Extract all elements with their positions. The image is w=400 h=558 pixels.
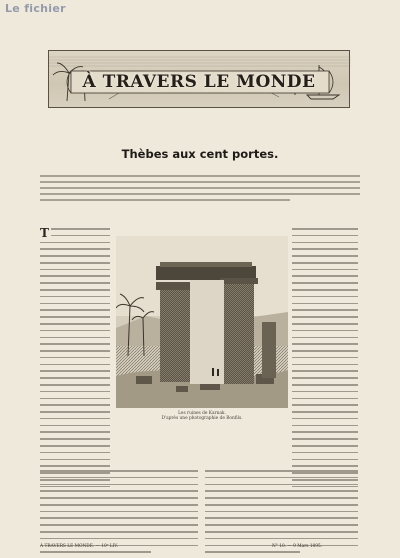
masthead-banner — [48, 50, 350, 108]
article-title: Thèbes aux cent portes. — [121, 147, 279, 161]
caption-credit: D'après une photographie de Bonfils. — [161, 416, 243, 421]
karnak-ruins-photo — [116, 236, 288, 408]
body-column-right — [292, 228, 358, 492]
caption-title: Les ruines de Karnak. — [178, 411, 226, 416]
masthead-title: À TRAVERS LE MONDE — [82, 72, 316, 92]
footer-issue: À TRAVERS LE MONDE. — 10ᵉ LIV. — [40, 544, 119, 549]
drop-cap: T — [40, 226, 49, 240]
watermark: Le fichier — [5, 2, 66, 15]
photo-caption — [116, 411, 288, 421]
footer-date: N° 10. — 9 Mars 1895. — [272, 544, 323, 549]
ruins-engraving — [116, 236, 288, 408]
intro-paragraph — [40, 175, 360, 204]
body-column-left — [40, 228, 110, 492]
